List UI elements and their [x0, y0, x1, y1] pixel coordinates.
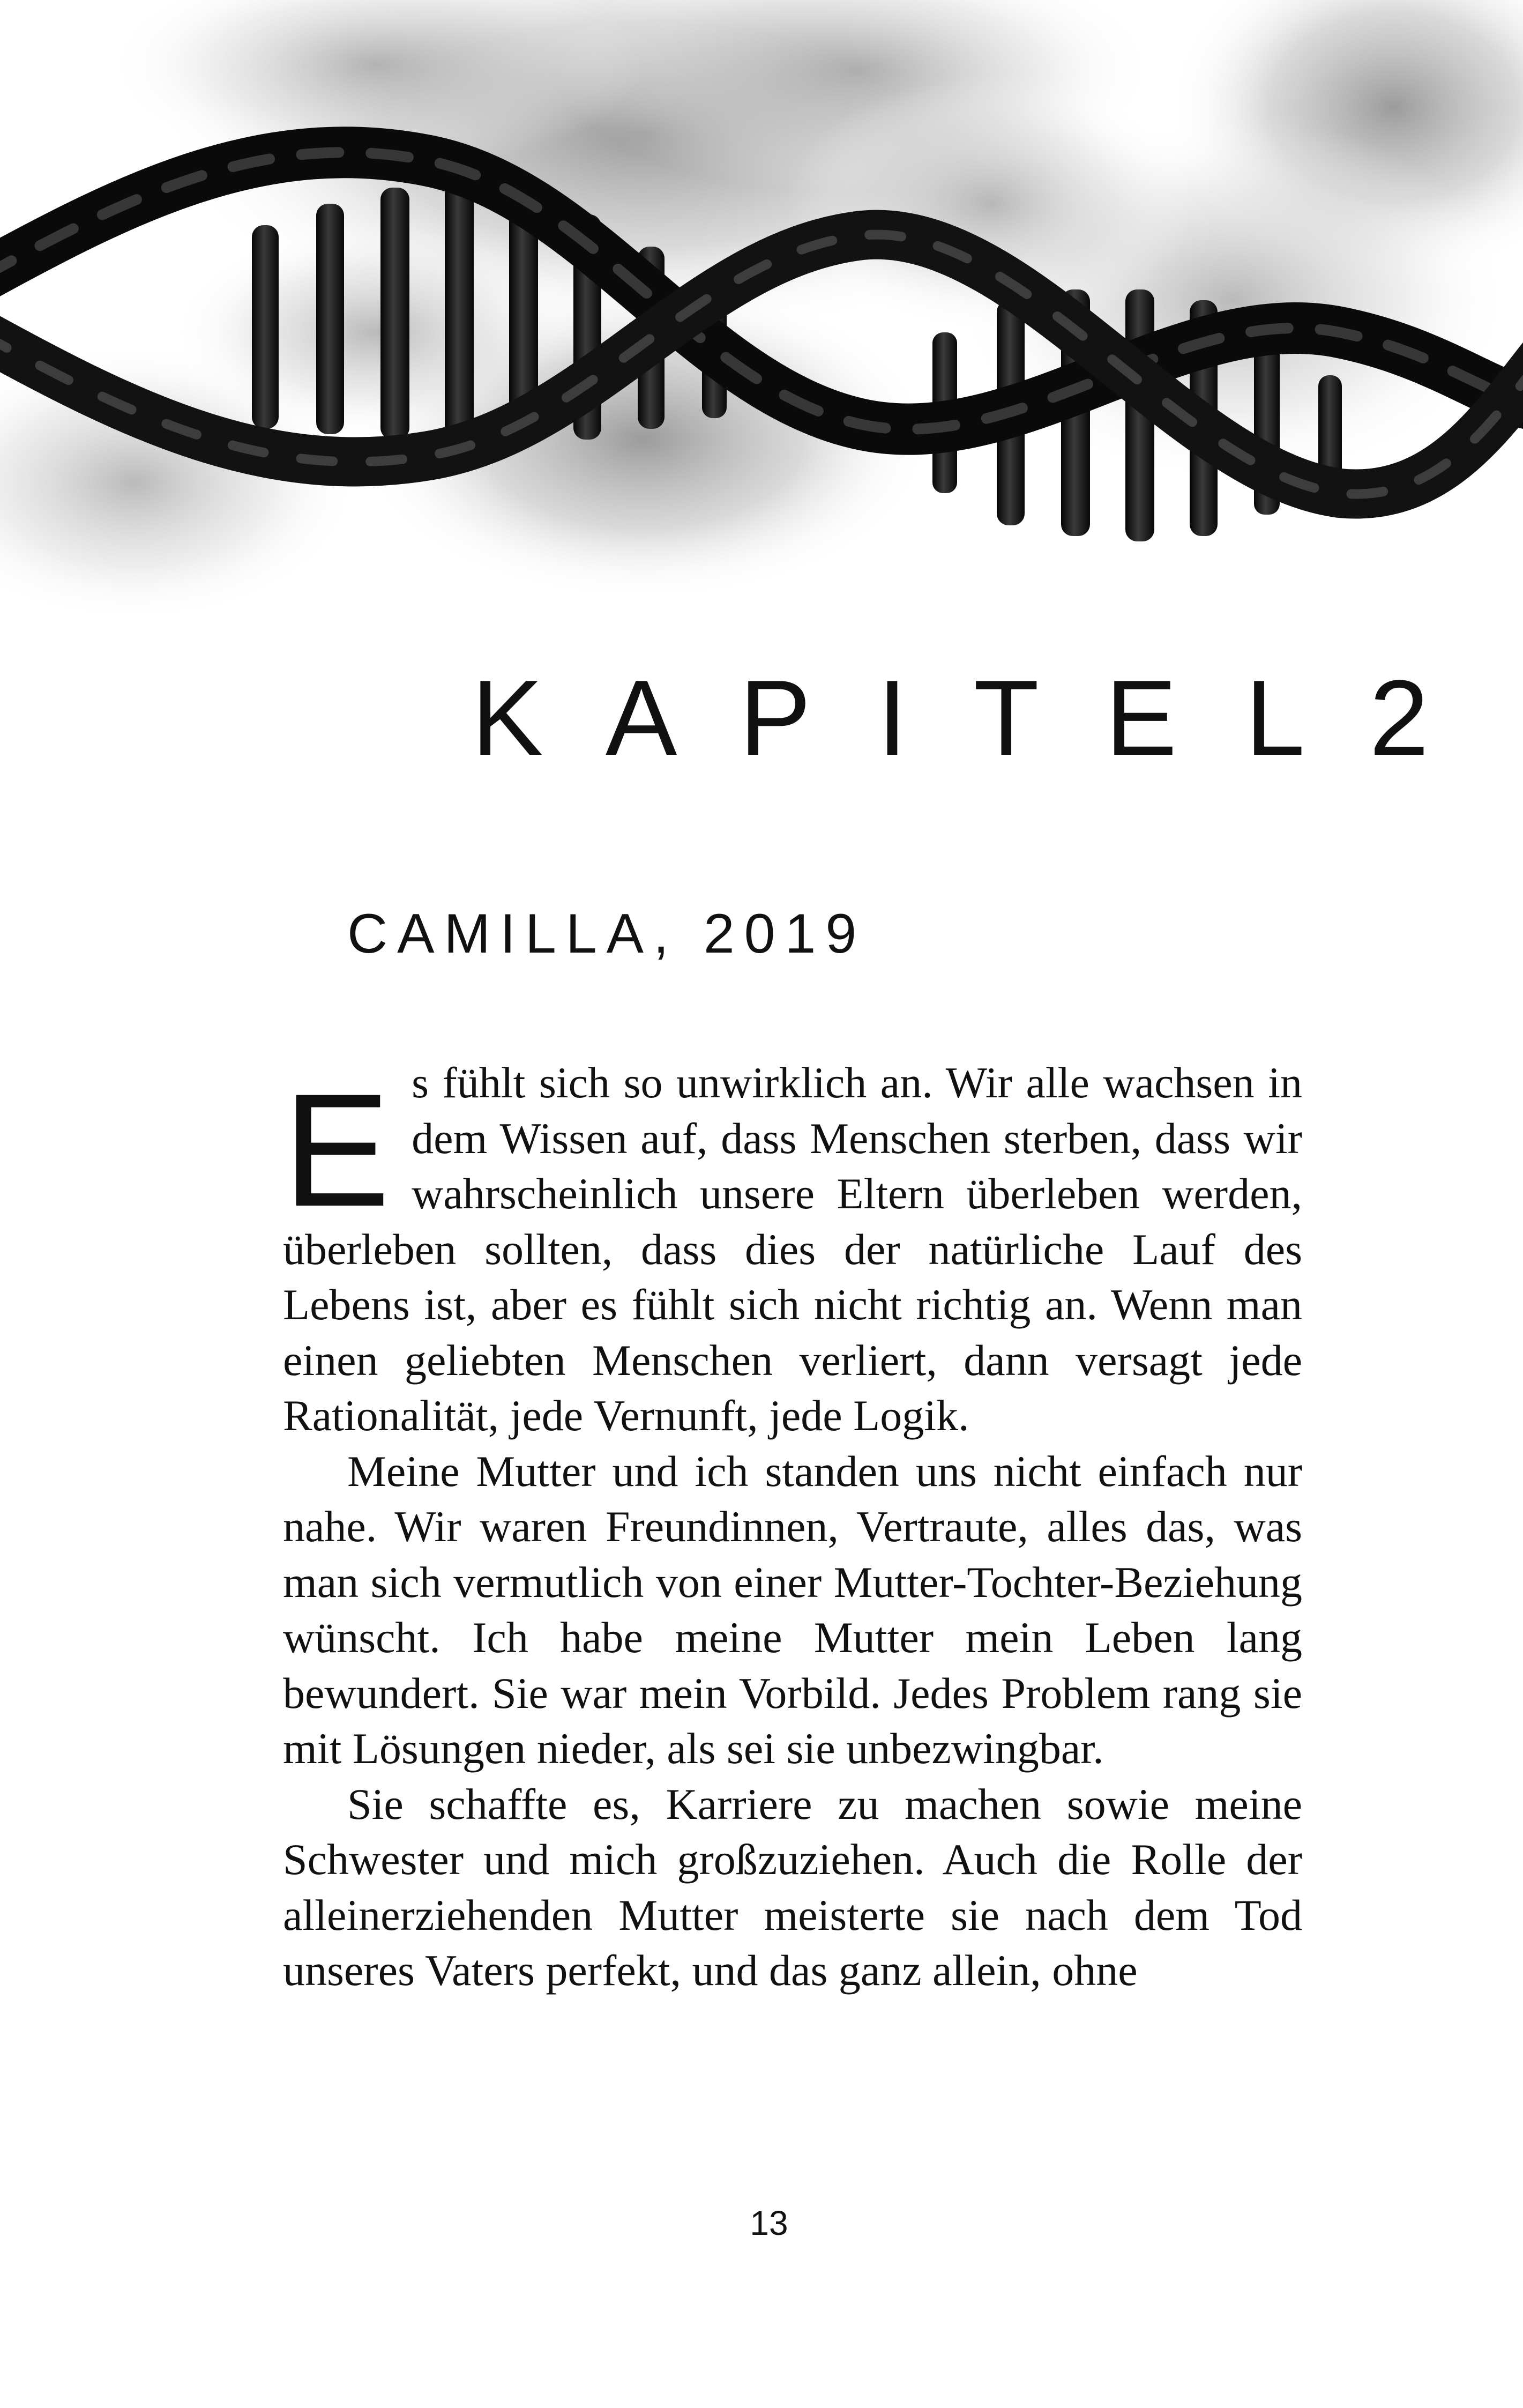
paragraph-text: s fühlt sich so unwirklich an. Wir alle wachsen in dem Wissen auf, dass Menschen sterben, dass wir wahrscheinlich unsere Eltern überleben werden, überleben sollten, dass dies der natürliche Lauf des Lebens ist, aber es fühlt sich nicht richtig an. Wenn man einen geliebten Menschen verliert, dann versagt jede Rationalität, jede Vernunft, jede Logik.: [283, 1058, 1302, 1440]
chapter-title: K A P I T E L 2: [472, 658, 1449, 778]
paragraph: Meine Mutter und ich standen uns nicht einfach nur nahe. Wir waren Freundinnen, Vertraute, alles das, was man sich vermutlich von einer Mutter-Tochter-Beziehung wünscht. Ich habe meine Mutter mein Leben lang bewundert. Sie war mein Vorbild. Jedes Problem rang sie mit Lösungen nieder, als sei sie unbezwingbar.: [283, 1446, 1302, 1773]
paragraph: [283, 1055, 1302, 1444]
section-title: CAMILLA, 2019: [347, 903, 867, 965]
drop-cap: E: [283, 1060, 391, 1240]
page-number: 13: [750, 2204, 788, 2242]
dna-helix-illustration: [0, 0, 1523, 670]
paragraph: Sie schaffte es, Karriere zu machen sowie meine Schwester und mich großzuziehen. Auch die Rolle der alleinerziehenden Mutter meisterte sie nach dem Tod unseres Vaters perfekt, und das ganz allein, ohne: [283, 1779, 1302, 1995]
body-text: [283, 1055, 1302, 1998]
